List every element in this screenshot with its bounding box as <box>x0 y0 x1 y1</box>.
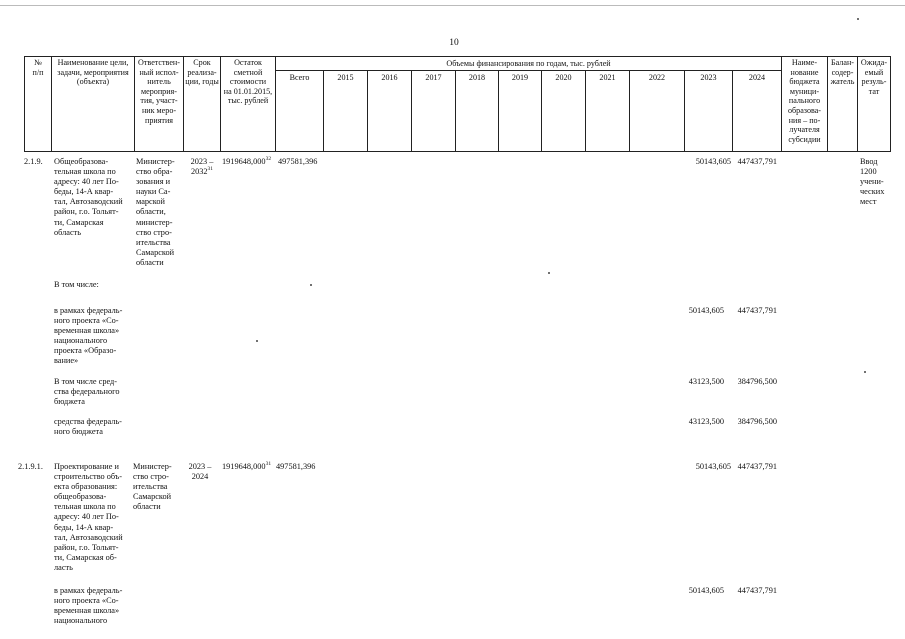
scan-speck <box>864 371 866 373</box>
row-subheading: В том числе: <box>54 280 99 289</box>
header-year-2020: 2020 <box>555 73 572 82</box>
row-name: в рамках федераль- ного проекта «Со- временная школа» национального <box>54 586 123 626</box>
row-value-2023: 50143,605 <box>695 462 731 471</box>
row-total: 497581,396 <box>276 462 316 471</box>
header-term: Срок реализа- ции, годы <box>185 58 219 87</box>
row-value-2024: 384796,500 <box>737 417 777 426</box>
row-remaining-cost-value: 1919648,000 <box>222 462 266 471</box>
row-name: в рамках федераль- ного проекта «Со- временная школа» национального проекта «Образо- вание» <box>54 306 123 366</box>
header-year-2022: 2022 <box>648 73 666 82</box>
header-total: Всего <box>289 73 310 82</box>
row-term-text: 2023 – 2032 <box>190 157 214 177</box>
row-total: 497581,396 <box>278 157 318 166</box>
row-name: В том числе сред- ства федерального бюджета <box>54 377 120 407</box>
footnote-mark: 32 <box>265 156 272 163</box>
row-name: Общеобразова- тельная школа по адресу: 40 лет По- беды, 14-А квар- тал, Автозаводский район, г.о. Тольят- ти, Самарская область <box>54 157 123 237</box>
row-number: 2.1.9.1. <box>18 462 43 471</box>
row-value-2024: 384796,500 <box>737 377 777 386</box>
row-value-2024: 447437,791 <box>737 462 777 471</box>
header-year-2017: 2017 <box>425 73 442 82</box>
scan-edge-line <box>0 5 905 6</box>
header-vline <box>890 56 891 152</box>
header-num: № п/п <box>32 58 44 77</box>
footnote-mark: 31 <box>265 461 272 468</box>
row-remaining-cost <box>222 157 278 167</box>
row-value-2023: 50143,605 <box>688 586 724 595</box>
row-number: 2.1.9. <box>24 157 43 166</box>
footnote-mark: 31 <box>207 166 214 173</box>
row-expected-result: Ввод 1200 учени- ческих мест <box>860 157 885 207</box>
row-value-2023: 43123,500 <box>688 377 724 386</box>
header-year-2023: 2023 <box>700 73 717 82</box>
header-sub-rule <box>276 70 781 71</box>
row-responsible: Министер- ство стро- ительства Самарской области <box>133 462 172 512</box>
header-budget-name: Наиме- нование бюджета муници- пального образова- ния – по- лучателя субсидии <box>787 58 821 144</box>
row-value-2023: 43123,500 <box>688 417 724 426</box>
header-year-2015: 2015 <box>337 73 354 82</box>
header-year-2019: 2019 <box>511 73 529 82</box>
header-responsible: Ответствен- ный испол- нитель мероприя- тия, участ- ник меро- приятия <box>138 58 180 125</box>
row-value-2024: 447437,791 <box>737 586 777 595</box>
row-responsible: Министер- ство обра- зования и науки Са- марской области, министер- ство стро- ительства Самарской области <box>136 157 175 267</box>
scan-speck <box>857 18 859 20</box>
header-name: Наименование цели, задачи, мероприятия (объекта) <box>57 58 129 87</box>
header-year-2024: 2024 <box>748 73 766 82</box>
row-remaining-cost <box>222 462 278 472</box>
row-term <box>184 157 220 177</box>
header-expected-result: Ожида- емый резуль- тат <box>860 58 888 96</box>
header-vline <box>275 56 276 152</box>
header-top-rule <box>24 56 891 57</box>
scan-speck <box>548 272 550 274</box>
header-year-2018: 2018 <box>468 73 486 82</box>
scan-speck <box>256 340 258 342</box>
row-name: Проектирование и строительство объ- екта образования: общеобразова- тельная школа по адресу: 40 лет По- беды, 14-А квар- тал, Автозаводский район, г.о. Тольят- ти, Самарская об- ласть <box>54 462 123 572</box>
page-number: 10 <box>449 38 459 48</box>
header-year-2021: 2021 <box>599 73 616 82</box>
header-balance-holder: Балан- содер- жатель <box>830 58 855 87</box>
row-term: 2023 – 2024 <box>188 462 212 482</box>
row-name: средства федераль- ного бюджета <box>54 417 122 437</box>
header-bottom-rule <box>24 151 891 152</box>
header-remaining-cost: Остаток сметной стоимости на 01.01.2015, тыс. рублей <box>223 58 273 106</box>
row-value-2024: 447437,791 <box>737 157 777 166</box>
row-value-2023: 50143,605 <box>688 306 724 315</box>
header-year-2016: 2016 <box>381 73 398 82</box>
row-value-2024: 447437,791 <box>737 306 777 315</box>
row-remaining-cost-value: 1919648,000 <box>222 157 266 166</box>
header-financing-group: Объемы финансирования по годам, тыс. рублей <box>446 59 611 68</box>
row-value-2023: 50143,605 <box>695 157 731 166</box>
scan-speck <box>310 284 312 286</box>
